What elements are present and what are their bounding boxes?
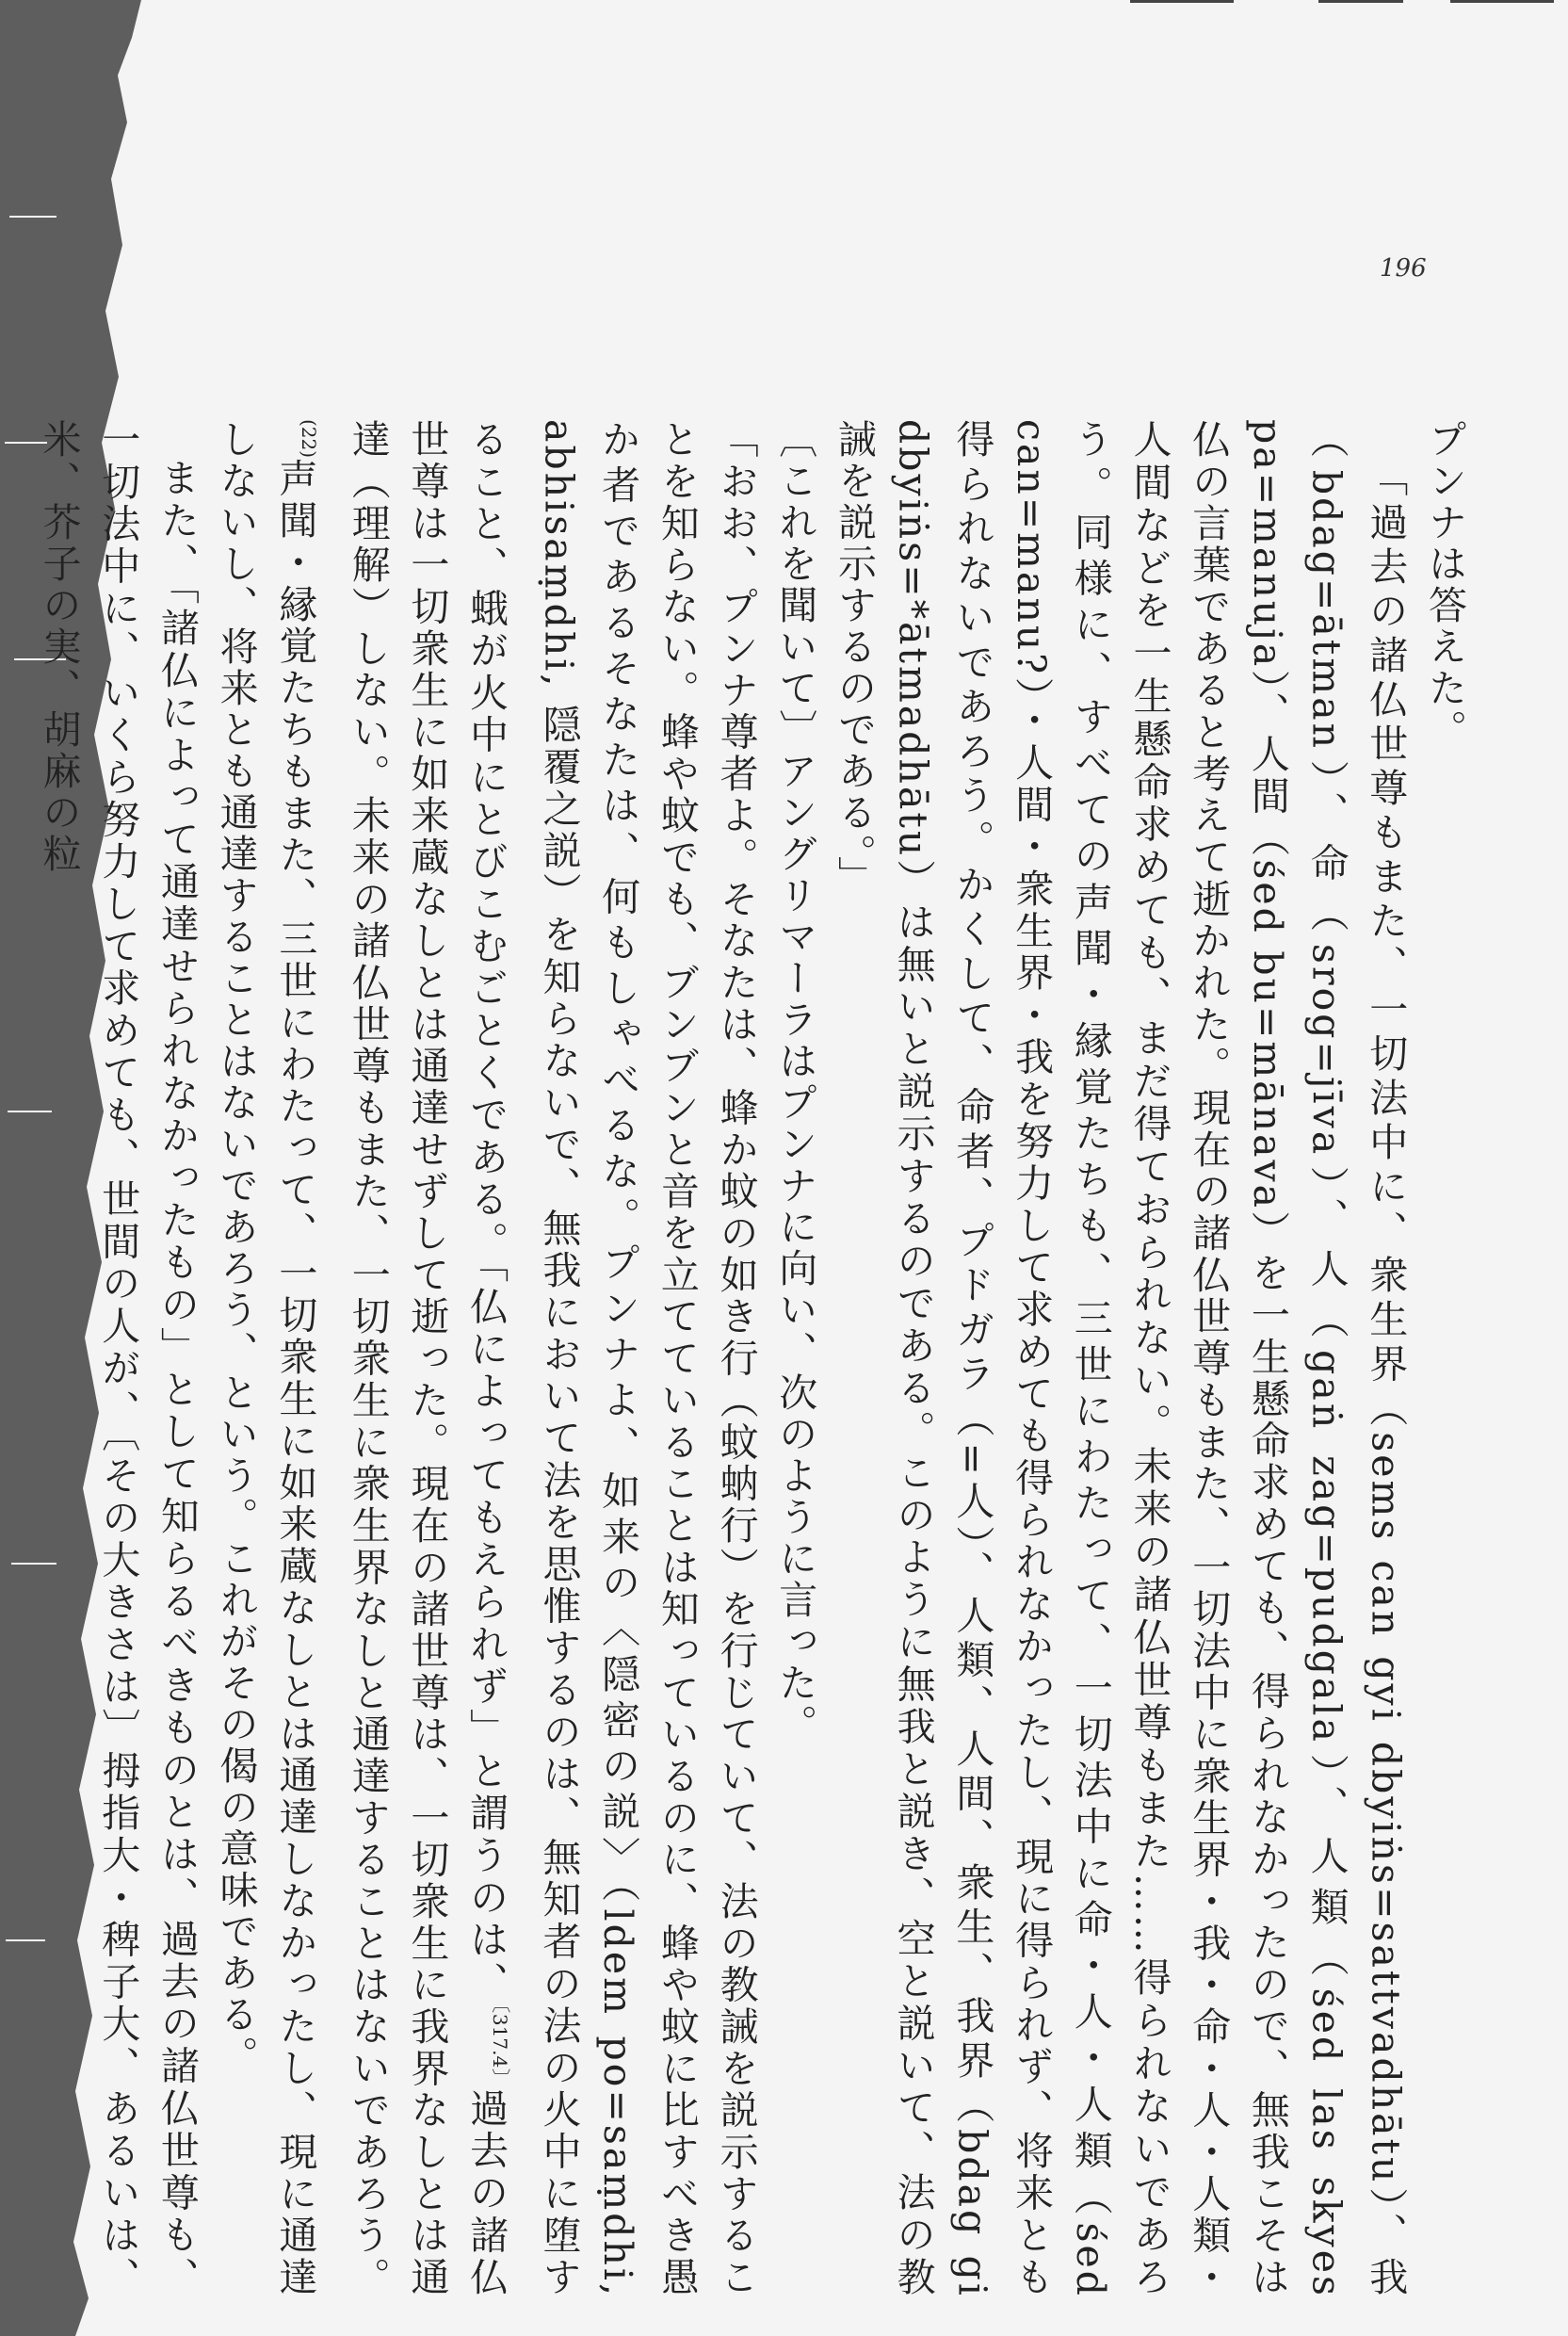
- paragraph-4: [206, 419, 766, 2298]
- footnote-ref-22: (22): [297, 419, 320, 459]
- paragraph-4-part-1: 「おお、プンナ尊者よ。そなたは、蜂か蚊の如き行（蚊蚋行）を行じていて、法の教誡を説示することを知らない。蜂や蚊でも、ブンブンと音を立てていることは知っているのに、蜂や蚊に比すべき愚か者であるそなたは、何もしゃべるな。プンナよ、如来の〈隠密の説〉（ldem po=saṃdhi, abhisaṃdhi, 隠覆之説）を知らないで、無我において法を思惟するのは、無知者の法の火中に堕すること、蛾が火中にとびこむごとくである。「仏によってもえられず」と謂うのは、: [463, 419, 759, 2299]
- paragraph-5: また、「諸仏によって通達せられなかったもの」として知らるべきものとは、過去の諸仏世尊も、一切法中に、いくら努力して求めても、世間の人が、〔その大きさは〕拇指大・稗子大、あるいは、米、芥子の実、胡麻の粒: [36, 419, 200, 2298]
- page-number: 196: [1380, 254, 1427, 283]
- paragraph-4-part-2: 過去の諸仏世尊は一切衆生に如来蔵なしとは通達せずして逝った。現在の諸世尊は、一切衆生に我界なしとは通達（理解）しない。未来の諸仏世尊もまた、一切衆生に衆生界なしと通達することはないであろう。: [345, 419, 509, 2299]
- footnote-ref-317: 〔317.4〕: [488, 2003, 511, 2088]
- scan-top-marks: [1111, 0, 1563, 6]
- vertical-body-text: [36, 419, 1474, 2299]
- paragraph-1: プンナは答えた。: [1422, 419, 1467, 751]
- paragraph-4-part-3: 声聞・縁覚たちもまた、三世にわたって、一切衆生に如来蔵なしとは通達しなかったし、現に通達しないし、将来とも通達することはないであろう、という。これがその偈の意味である。: [213, 419, 318, 2298]
- paragraph-2: 「過去の諸仏世尊もまた、一切法中に、衆生界（sems can gyi dbyiṅs=sattvadhātu）、我（bdag=ātman）、命（srog=jīva）、人（gaṅ zag=pudgala）、人類（śed las skyes pa=manuja）、人間（śed bu=mānava）を一生懸命求めても、得られなかったので、無我こそは仏の言葉であると考えて逝かれた。現在の諸仏世尊もまた、一切法中に衆生界・我・命・人・人類・人間などを一生懸命求めても、まだ得ておられない。未来の諸仏世尊もまた……得られないであろう。同様に、すべての声聞・縁覚たちも、三世にわたって、一切法中に命・人・人類（śed can=manu?）・人間・衆生界・我を努力して求めても得られなかったし、現に得られず、将来とも得られないであろう。かくして、命者、プドガラ（=人）、人類、人間、衆生、我界（bdag gi dbyiṅs=*ātmadhātu）は無いと説示するのである。このように無我と説き、空と説いて、法の教誡を説示するのである。」: [831, 419, 1409, 2299]
- paragraph-3: 〔これを聞いて〕アングリマーラはプンナに向い、次のように言った。: [772, 419, 818, 1745]
